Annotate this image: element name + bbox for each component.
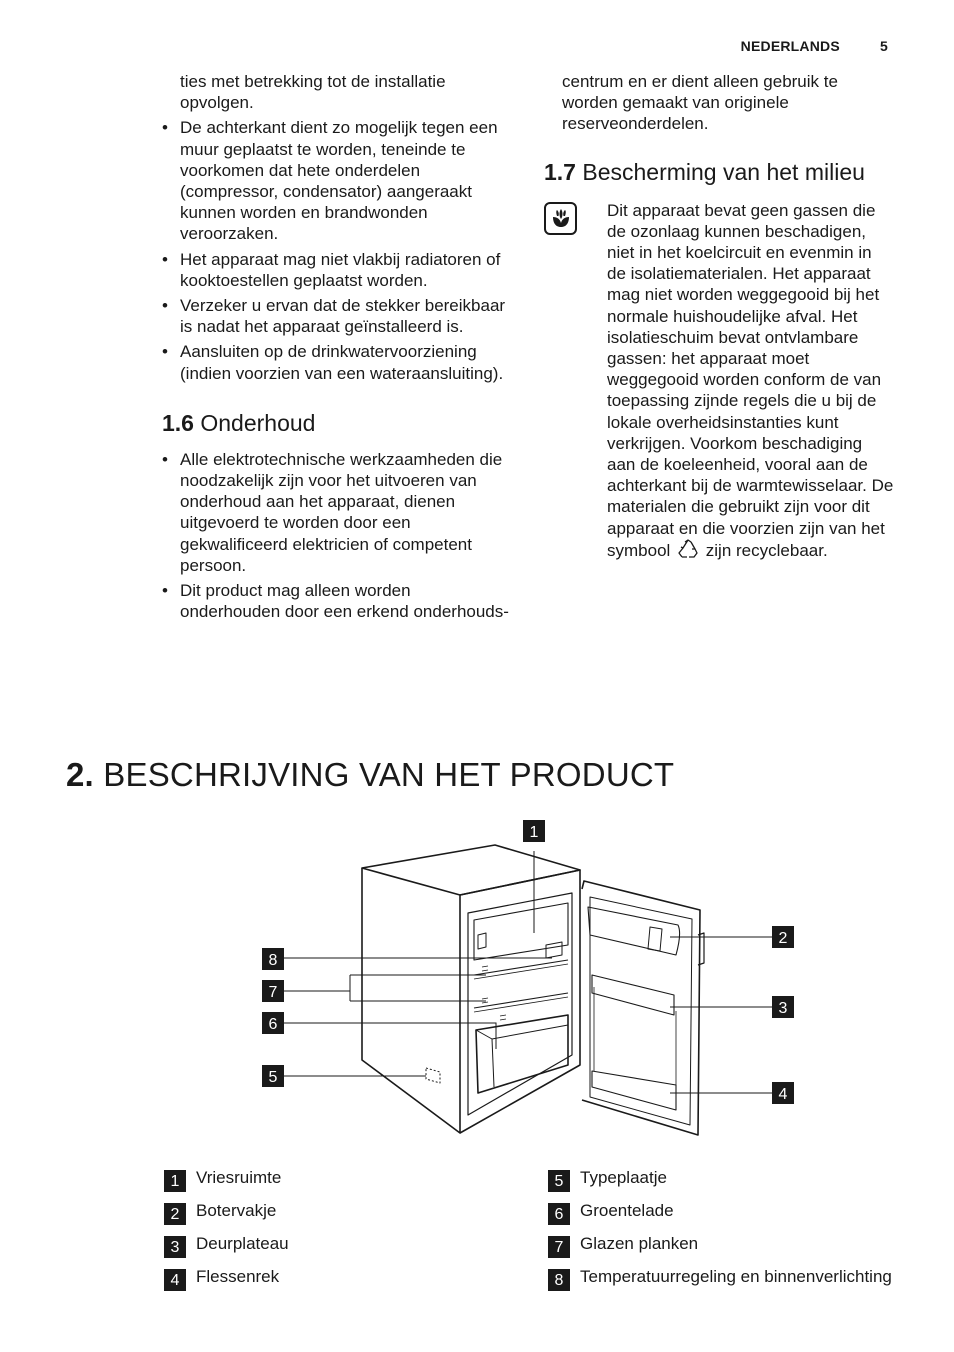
legend-number: 7 [548,1236,570,1258]
legend-row [164,1167,464,1192]
list-item: • Aansluiten op de drinkwatervoorziening (indien voorzien van een wateraansluiting). [162,341,512,383]
section-number: 2. [66,756,94,793]
legend-number: 2 [164,1203,186,1225]
callout-3 [772,996,794,1018]
legend-right [548,1167,893,1299]
section-title: Onderhoud [200,409,316,436]
section-heading-1-6 [162,410,512,437]
svg-text:3: 3 [778,1000,788,1017]
legend-row [548,1266,893,1291]
continuation-text: centrum en er dient alleen gebruik te worden gemaakt van originele reserveonderdelen. [562,72,838,134]
list-item: • Verzeker u ervan dat de stekker bereikbaar is nadat het apparaat geïnstalleerd is. [162,295,512,337]
list-item: • Het apparaat mag niet vlakbij radiatoren of kooktoestellen geplaatst worden. [162,249,512,291]
svg-text:8: 8 [268,952,278,969]
legend-left [164,1167,464,1299]
maintenance-bullet-list [162,449,512,623]
svg-text:2: 2 [778,930,788,947]
environment-leaf-icon [544,202,577,235]
section-2-title [66,756,674,794]
callout-1 [523,820,545,842]
legend-number: 5 [548,1170,570,1192]
legend-row [164,1266,464,1291]
callout-2 [772,926,794,948]
section-heading-1-7 [544,159,894,186]
notice-body-end: zijn recyclebaar. [705,540,828,560]
section-title: Bescherming van het milieu [582,158,865,185]
intro-continuation: ties met betrekking tot de installatie opvolgen. [180,72,446,113]
recycle-icon [677,539,699,564]
legend-label: Glazen planken [580,1234,699,1253]
svg-text:7: 7 [268,984,278,1001]
svg-text:5: 5 [268,1069,278,1086]
page-header [741,38,888,54]
legend-row [164,1200,464,1225]
fridge-diagram [250,815,810,1145]
svg-text:1: 1 [529,824,539,841]
install-bullet-list [162,117,512,383]
legend-row [548,1167,893,1192]
legend-number: 4 [164,1269,186,1291]
page-number: 5 [880,38,888,54]
list-item: • Dit product mag alleen worden onderhouden door een erkend onderhouds- [162,580,512,622]
legend-number: 3 [164,1236,186,1258]
list-item: • Alle elektrotechnische werkzaamheden die noodzakelijk zijn voor het uitvoeren van onderhoud aan het apparaat, dienen uitgevoerd te worden door een gekwalificeerd elektricien of competent persoon. [162,449,512,576]
legend-label: Flessenrek [196,1267,280,1286]
legend-label: Groentelade [580,1201,674,1220]
left-column [162,71,512,622]
fridge-illustration [250,815,810,1145]
callout-4 [772,1082,794,1104]
legend-number: 1 [164,1170,186,1192]
list-item: • De achterkant dient zo mogelijk tegen een muur geplaatst te worden, teneinde te voorkomen dat hete onderdelen (compressor, condensator) aangeraakt kunnen worden en brandwonden veroorzaken. [162,117,512,244]
callout-7 [262,980,284,1002]
section-number: 1.6 [162,409,194,436]
legend-label: Typeplaatje [580,1168,667,1187]
legend-label: Botervakje [196,1201,277,1220]
legend-row [548,1200,893,1225]
header-language: NEDERLANDS [740,38,840,54]
legend-row [548,1233,893,1258]
callout-8 [262,948,284,970]
callout-5 [262,1065,284,1087]
callout-6 [262,1012,284,1034]
notice-text [607,200,894,564]
environment-notice [544,200,894,564]
svg-text:4: 4 [778,1086,788,1103]
legend-row [164,1233,464,1258]
section-title-text: BESCHRIJVING VAN HET PRODUCT [103,756,675,793]
legend-number: 8 [548,1269,570,1291]
legend-label: Deurplateau [196,1234,289,1253]
legend-label: Vriesruimte [196,1168,282,1187]
notice-body: Dit apparaat bevat geen gassen die de ozonlaag kunnen beschadigen, niet in het koelcircuit en evenmin in de isolatiematerialen. Het apparaat mag niet worden weggegooid bij het normale huishoudelijke afval. Het isolatieschuim bevat ontvlambare gassen: het apparaat moet weggegooid worden conform de van toepassing zijnde regels die u bij de lokale overheidsinstanties kunt verkrijgen. Voorkom beschadiging aan de koeleenheid, vooral aan de achterkant bij de warmtewisselaar. De materialen die gebruikt zijn voor dit apparaat en die voorzien zijn van het symbool [607,200,894,560]
section-number: 1.7 [544,158,576,185]
right-column [544,71,894,564]
svg-text:6: 6 [268,1016,278,1033]
legend-label: Temperatuurregeling en binnenverlichting [580,1267,892,1286]
legend-number: 6 [548,1203,570,1225]
